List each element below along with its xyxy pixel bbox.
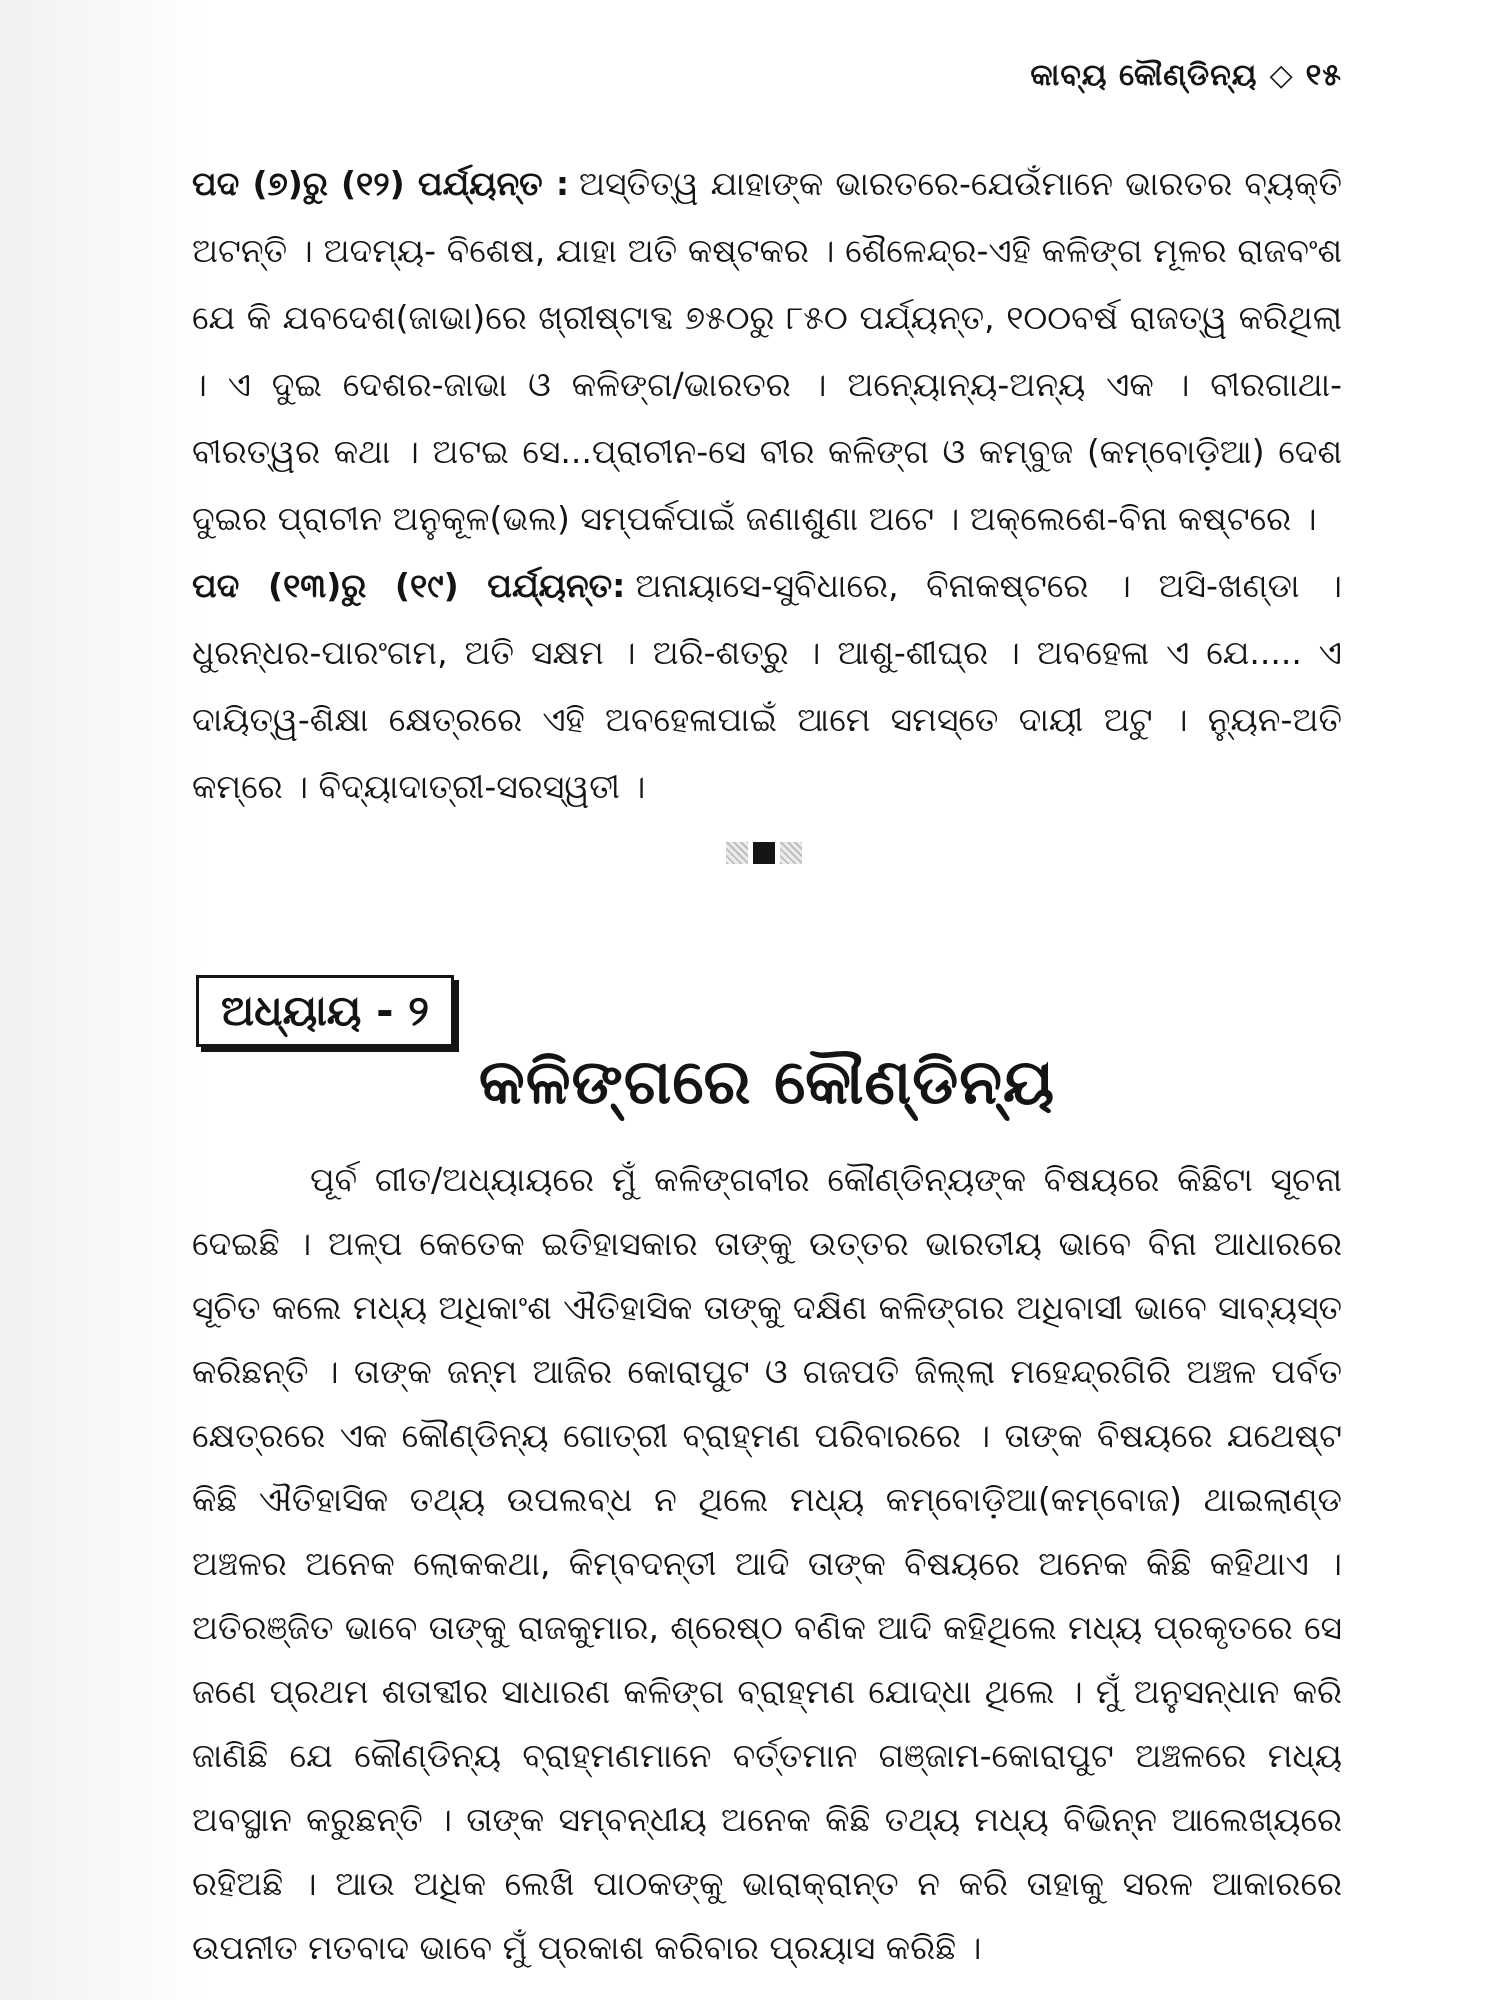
running-header — [1030, 58, 1342, 93]
book-title: କାବ୍ୟ କୌଣ୍ଡିନ୍ୟ — [1030, 58, 1258, 93]
glossary-term: ପଦ (୭)ରୁ (୧୨) ପର୍ଯ୍ୟନ୍ତ : — [192, 164, 570, 203]
section-divider-icon — [726, 842, 804, 864]
diamond-icon: ◇ — [1269, 58, 1294, 93]
glossary-term: ପଦ (୧୩)ରୁ (୧୯) ପର୍ଯ୍ୟନ୍ତ: — [192, 566, 626, 605]
glossary-entry — [192, 150, 1342, 552]
chapter-title: କଳିଙ୍ଗରେ କୌଣ୍ଡିନ୍ୟ — [478, 1045, 1056, 1118]
divider-square — [753, 842, 775, 864]
chapter-label: ଅଧ୍ୟାୟ - ୨ — [196, 975, 454, 1047]
glossary-notes — [192, 150, 1342, 820]
page-number: ୧୫ — [1305, 58, 1342, 93]
divider-square — [726, 842, 748, 864]
glossary-entry — [192, 552, 1342, 820]
divider-square — [780, 842, 802, 864]
glossary-text: ଅନାୟାସେ-ସୁବିଧାରେ, ବିନାକଷ୍ଟରେ । ଅସି-ଖଣ୍ଡା । ଧୁରନ୍ଧର-ପାରଂଗମ, ଅତି ସକ୍ଷମ । ଅରି-ଶତ୍ରୁ । ଆଶୁ-ଶୀଘ୍ର । ଅବହେଳା ଏ ଯେ..... ଏ ଦାୟିତ୍ୱ-ଶିକ୍ଷା କ୍ଷେତ୍ରରେ ଏହି ଅବହେଳାପାଇଁ ଆମେ ସମସ୍ତେ ଦାୟୀ ଅଟୁ । ନ୍ୟୁନ-ଅତି କମ୍‌ରେ । ବିଦ୍ୟାଦାତ୍ରୀ-ସରସ୍ୱତୀ । — [192, 566, 1342, 806]
body-paragraph: ପୂର୍ବ ଗୀତ/ଅଧ୍ୟାୟରେ ମୁଁ କଳିଙ୍ଗବୀର କୌଣ୍ଡିନ୍ୟଙ୍କ ବିଷୟରେ କିଛିଟା ସୂଚନା ଦେଇଛି । ଅଳ୍ପ କେତେକ ଇତିହାସକାର ତାଙ୍କୁ ଉତ୍ତର ଭାରତୀୟ ଭାବେ ବିନା ଆଧାରରେ ସୂଚିତ କଲେ ମଧ୍ୟ ଅଧିକାଂଶ ଐତିହାସିକ ତାଙ୍କୁ ଦକ୍ଷିଣ କଳିଙ୍ଗର ଅଧିବାସୀ ଭାବେ ସାବ୍ୟସ୍ତ କରିଛନ୍ତି । ତାଙ୍କ ଜନ୍ମ ଆଜିର କୋରାପୁଟ ଓ ଗଜପତି ଜିଲ୍ଲା ମହେନ୍ଦ୍ରଗିରି ଅଞ୍ଚଳ ପର୍ବତ କ୍ଷେତ୍ରରେ ଏକ କୌଣ୍ଡିନ୍ୟ ଗୋତ୍ରୀ ବ୍ରାହ୍ମଣ ପରିବାରରେ । ତାଙ୍କ ବିଷୟରେ ଯଥେଷ୍ଟ କିଛି ଐତିହାସିକ ତଥ୍ୟ ଉପଲବ୍ଧ ନ ଥିଲେ ମଧ୍ୟ କମ୍ବୋଡ଼ିଆ(କମ୍ବୋଜ) ଥାଇଲାଣ୍ଡ ଅଞ୍ଚଳର ଅନେକ ଲୋକକଥା, କିମ୍ବଦନ୍ତୀ ଆଦି ତାଙ୍କ ବିଷୟରେ ଅନେକ କିଛି କହିଥାଏ । ଅତିରଞ୍ଜିତ ଭାବେ ତାଙ୍କୁ ରାଜକୁମାର, ଶ୍ରେଷ୍ଠ ବଣିକ ଆଦି କହିଥିଲେ ମଧ୍ୟ ପ୍ରକୃତରେ ସେ ଜଣେ ପ୍ରଥମ ଶତାବ୍ଦୀର ସାଧାରଣ କଳିଙ୍ଗ ବ୍ରାହ୍ମଣ ଯୋଦ୍ଧା ଥିଲେ । ମୁଁ ଅନୁସନ୍ଧାନ କରି ଜାଣିଛି ଯେ କୌଣ୍ଡିନ୍ୟ ବ୍ରାହ୍ମଣମାନେ ବର୍ତ୍ତମାନ ଗଞ୍ଜାମ-କୋରାପୁଟ ଅଞ୍ଚଳରେ ମଧ୍ୟ ଅବସ୍ଥାନ କରୁଛନ୍ତି । ତାଙ୍କ ସମ୍ବନ୍ଧୀୟ ଅନେକ କିଛି ତଥ୍ୟ ମଧ୍ୟ ବିଭିନ୍ନ ଆଲେଖ୍ୟରେ ରହିଅଛି । ଆଉ ଅଧିକ ଲେଖି ପାଠକଙ୍କୁ ଭାରାକ୍ରାନ୍ତ ନ କରି ତାହାକୁ ସରଳ ଆକାରରେ ଉପନୀତ ମତବାଦ ଭାବେ ମୁଁ ପ୍ରକାଶ କରିବାର ପ୍ରୟାସ କରିଛି । — [192, 1160, 1342, 1967]
glossary-text: ଅସ୍ତିତ୍ୱ ଯାହାଙ୍କ ଭାରତରେ-ଯେଉଁମାନେ ଭାରତର ବ୍ୟକ୍ତି ଅଟନ୍ତି । ଅଦମ୍ୟ- ବିଶେଷ, ଯାହା ଅତି କଷ୍ଟକର । ଶୈଳେନ୍ଦ୍ର-ଏହି କଳିଙ୍ଗ ମୂଳର ରାଜବଂଶ ଯେ କି ଯବଦେଶ(ଜାଭା)ରେ ଖ୍ରୀଷ୍ଟାବ୍ଦ ୭୫୦ରୁ ୮୫୦ ପର୍ଯ୍ୟନ୍ତ, ୧୦୦ବର୍ଷ ରାଜତ୍ୱ କରିଥିଲା । ଏ ଦୁଇ ଦେଶର-ଜାଭା ଓ କଳିଙ୍ଗ/ଭାରତର । ଅନ୍ୟୋନ୍ୟ-ଅନ୍ୟ ଏକ । ବୀରଗାଥା-ବୀରତ୍ୱର କଥା । ଅଟଇ ସେ...ପ୍ରାଚୀନ-ସେ ବୀର କଳିଙ୍ଗ ଓ କମ୍ବୁଜ (କମ୍ବୋଡ଼ିଆ) ଦେଶ ଦୁଇର ପ୍ରାଚୀନ ଅନୁକୂଳ(ଭଲ) ସମ୍ପର୍କପାଇଁ ଜଣାଶୁଣା ଅଟେ । ଅକ୍ଲେଶେ-ବିନା କଷ୍ଟରେ । — [192, 164, 1342, 538]
